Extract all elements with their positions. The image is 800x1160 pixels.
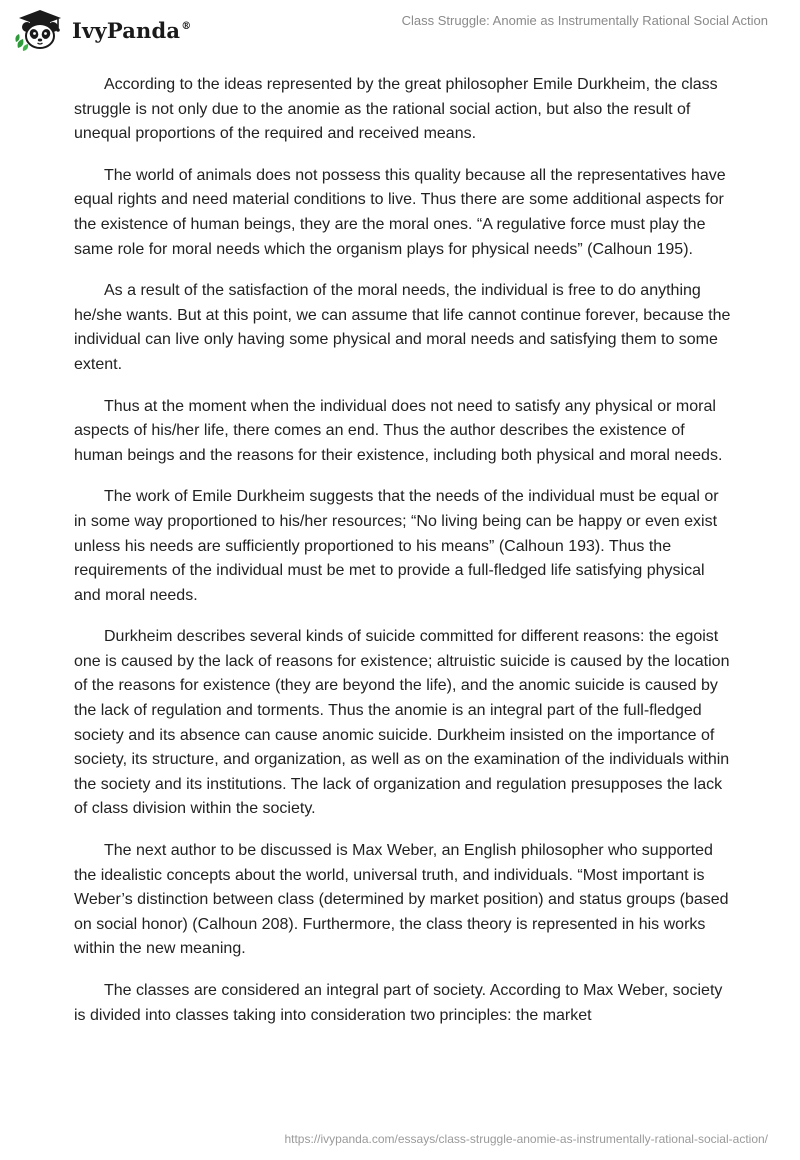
paragraph: Thus at the moment when the individual does not need to satisfy any physical or moral aspects of his/her life, there comes an end. Thus the author describes the existence of human beings and the reasons for their existence, including both physical and moral needs.	[74, 397, 723, 464]
paragraph: Durkheim describes several kinds of suicide committed for different reasons: the egoist one is caused by the lack of reasons for existence; altruistic suicide is caused by the location of the reasons for existence (they are beyond the life), and the anomic suicide is caused by the lack of regulation and torments. Thus the anomie is an integral part of the full-fledged society and its absence can cause anomic suicide. Durkheim insisted on the importance of society, its structure, and organization, as well as on the examination of the individuals within the society and its institutions. The lack of organization and regulation presupposes the lack of class division within the society.	[74, 628, 730, 818]
paragraph: According to the ideas represented by the great philosopher Emile Durkheim, the class struggle is not only due to the anomie as the rational social action, but also the result of unequal proportions of the required and received means.	[74, 76, 718, 143]
essay-body	[74, 73, 734, 1045]
source-url[interactable]: https://ivypanda.com/essays/class-struggle-anomie-as-instrumentally-rational-social-action/	[284, 1132, 768, 1146]
document-title: Class Struggle: Anomie as Instrumentally Rational Social Action	[401, 13, 768, 28]
paragraph: The world of animals does not possess this quality because all the representatives have equal rights and need material conditions to live. Thus there are some additional aspects for the existence of human beings, they are the moral ones. “A regulative force must play the same role for moral needs which the organism plays for physical needs” (Calhoun 195).	[74, 166, 726, 258]
paragraph: As a result of the satisfaction of the moral needs, the individual is free to do anything he/she wants. But at this point, we can assume that life cannot continue forever, because the individual can live only having some physical and moral needs and satisfying them to some extent.	[74, 282, 731, 373]
page-header	[0, 0, 800, 60]
panda-graduate-icon	[14, 8, 66, 52]
paragraph: The next author to be discussed is Max Weber, an English philosopher who supported the idealistic concepts about the world, universal truth, and individuals. “Most important is Weber’s distinction between class (determined by market position) and status groups (based on social honor) (Calhoun 208). Furthermore, the class theory is represented in his works within the new meaning.	[74, 842, 729, 958]
registered-mark: ®	[181, 20, 192, 32]
ivypanda-logo[interactable]	[14, 8, 191, 52]
paragraph: The work of Emile Durkheim suggests that the needs of the individual must be equal or in some way proportioned to his/her resources; “No living being can be happy or even exist unless his needs are sufficiently proportioned to his means” (Calhoun 193). Thus the requirements of the individual must be met to provide a full-fledged life satisfying physical and moral needs.	[74, 488, 719, 604]
paragraph: The classes are considered an integral part of society. According to Max Weber, society is divided into classes taking into consideration two principles: the market	[74, 982, 723, 1024]
brand-name: IvyPanda®	[72, 17, 192, 43]
